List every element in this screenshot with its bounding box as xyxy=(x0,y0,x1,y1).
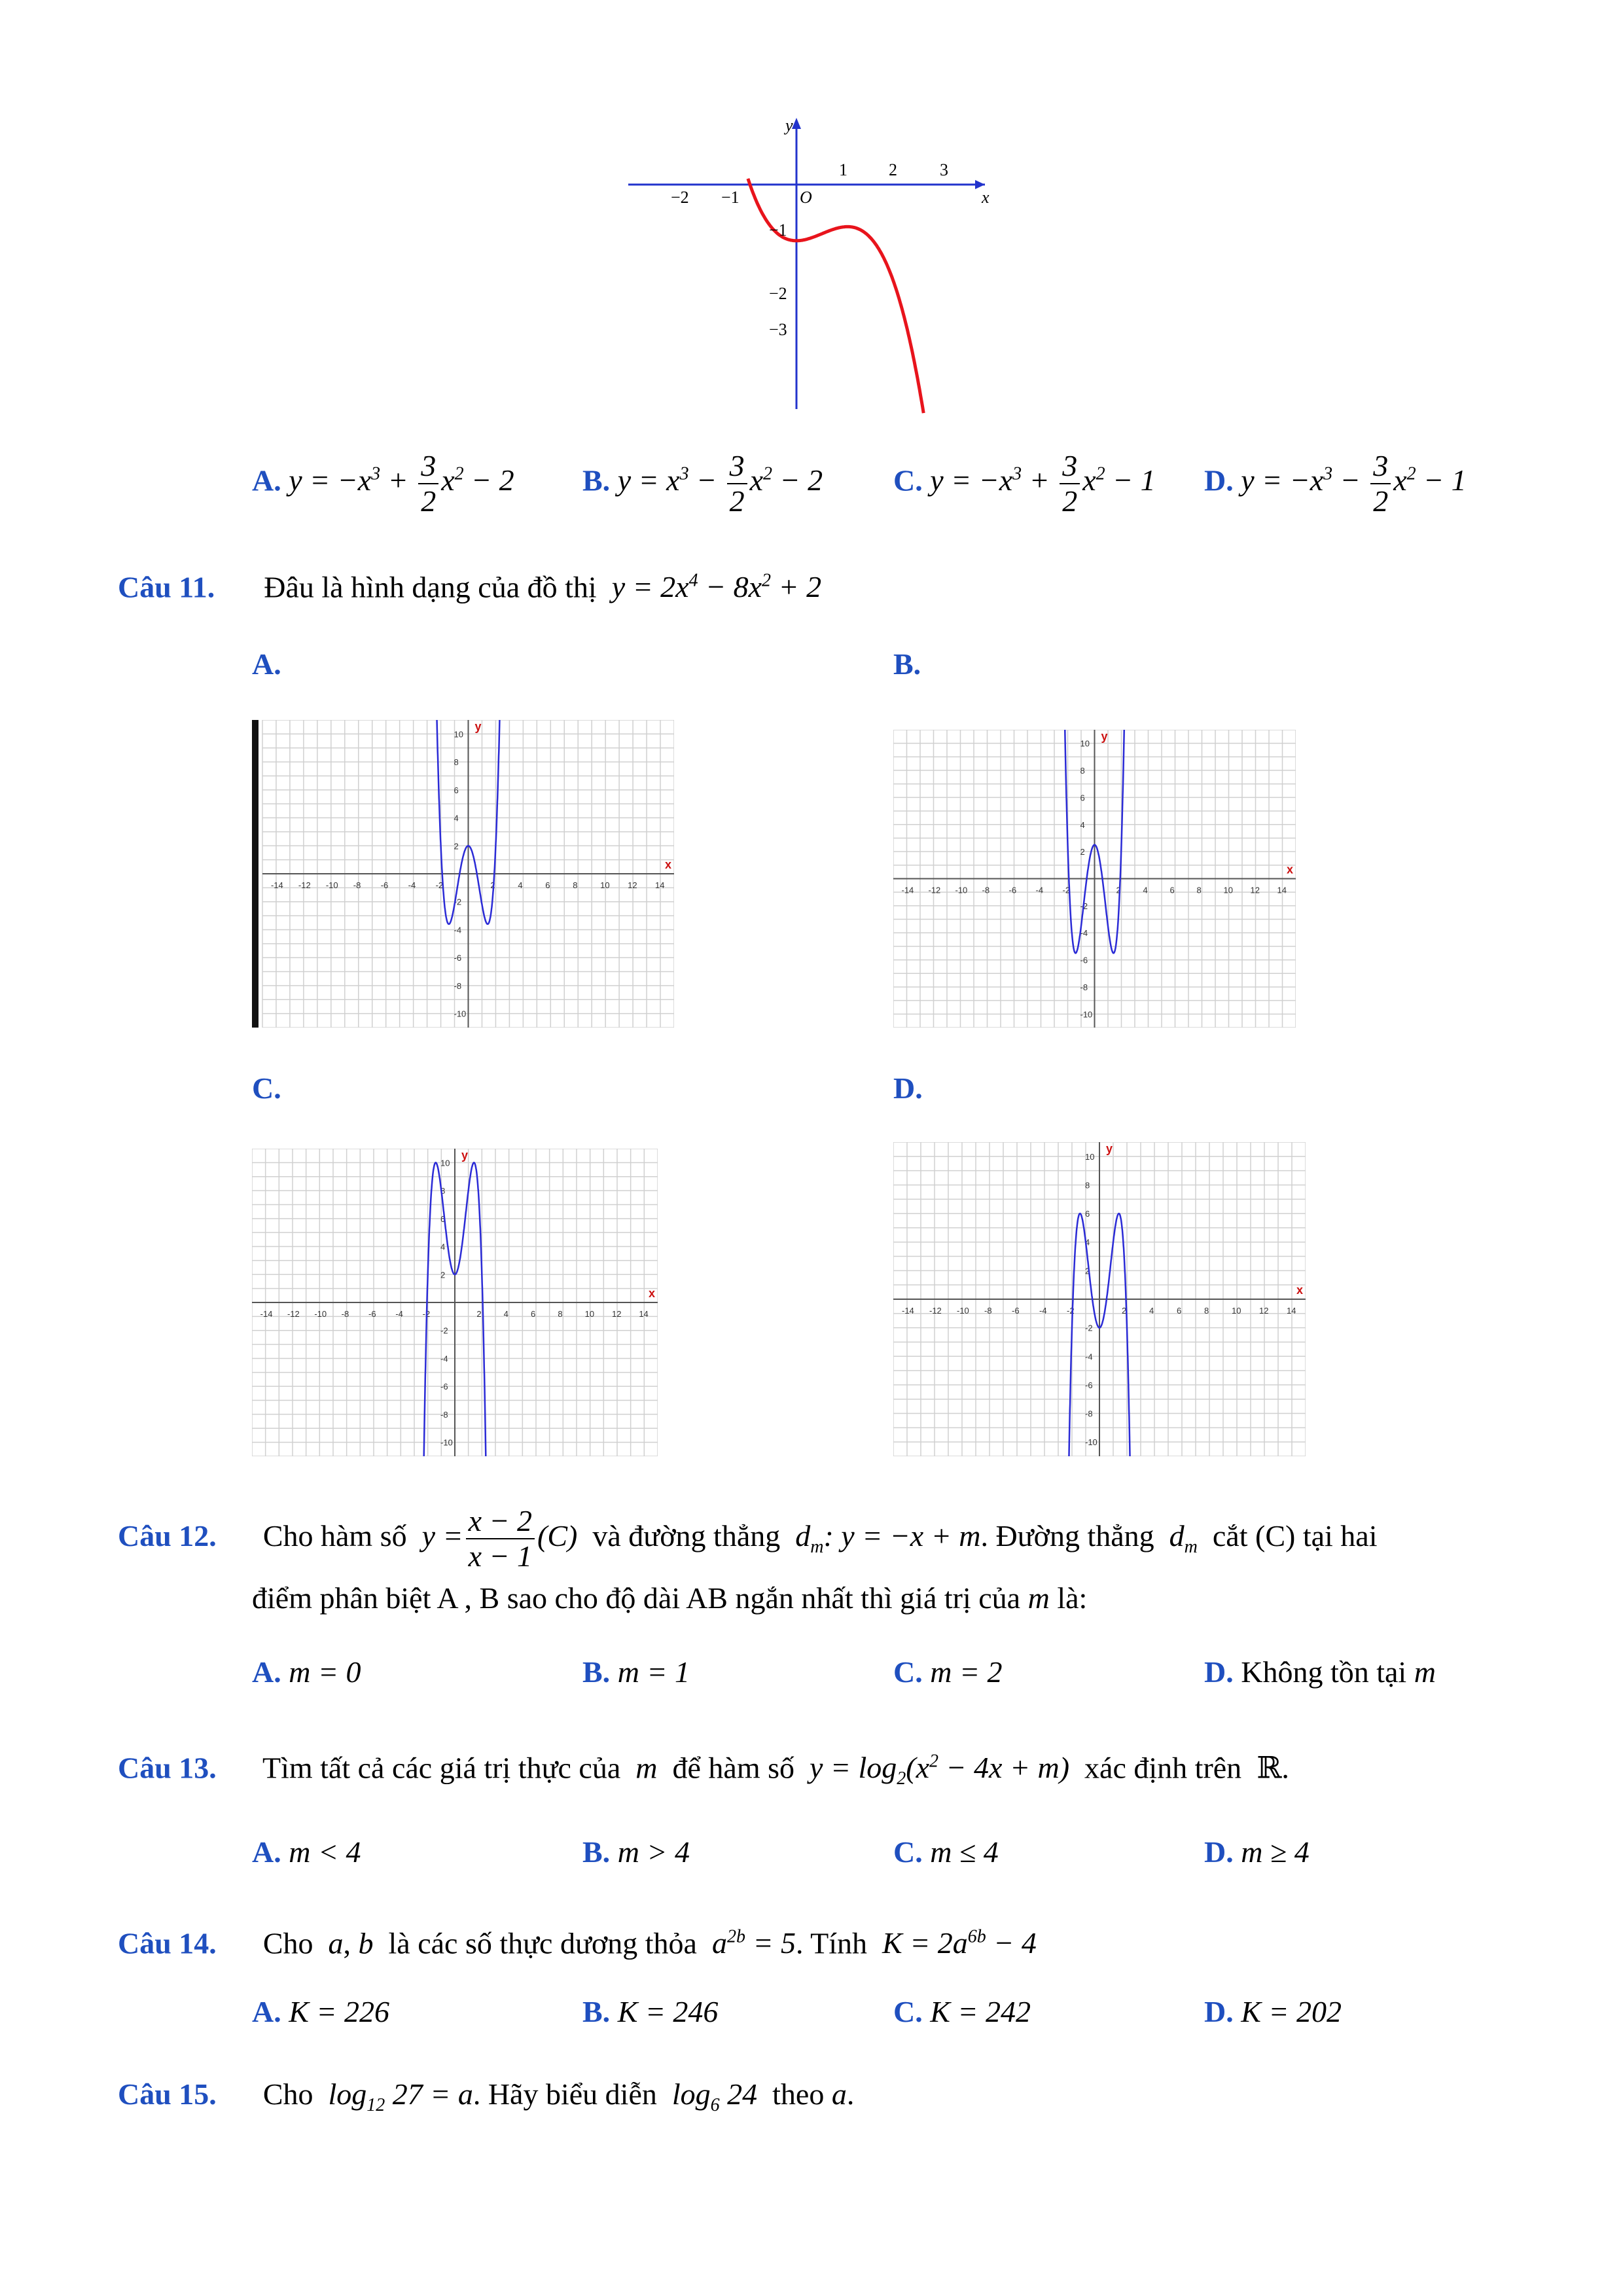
grid-y-tick: -2 xyxy=(440,1325,448,1336)
q11-option-b-label[interactable]: B. xyxy=(893,647,921,681)
grid-x-tick: -2 xyxy=(422,1309,431,1319)
grid-x-tick: 6 xyxy=(1177,1306,1182,1316)
q12-option-b[interactable]: B. m = 1 xyxy=(582,1655,690,1689)
grid-y-label: y xyxy=(474,720,482,733)
grid-x-tick: 8 xyxy=(558,1309,563,1319)
grid-y-tick: -2 xyxy=(1080,901,1088,911)
grid-x-tick: 4 xyxy=(1143,885,1148,895)
grid-x-label: x xyxy=(1287,863,1294,876)
grid-y-tick: -10 xyxy=(1080,1009,1093,1020)
grid-y-tick: 6 xyxy=(1085,1209,1090,1219)
grid-y-tick: -4 xyxy=(1080,928,1088,939)
grid-x-tick: 6 xyxy=(1169,885,1175,895)
q14-option-d[interactable]: D. K = 202 xyxy=(1204,1995,1342,2028)
q12-line2-end: là: xyxy=(1057,1581,1088,1615)
q13-option-b[interactable]: B. m > 4 xyxy=(582,1835,690,1869)
grid-x-tick: -6 xyxy=(380,880,389,890)
q10-origin-label: O xyxy=(800,188,812,207)
grid-y-tick: -10 xyxy=(1085,1437,1097,1448)
q10-option-c[interactable]: C. $y = -x^3$ + $\frac{3}{2}$ $x^2 - 1$ xyxy=(893,448,1156,518)
grid-x-tick: 14 xyxy=(639,1309,649,1319)
q13-text-3: xác định trên xyxy=(1084,1751,1242,1785)
grid-y-tick: 8 xyxy=(1080,766,1085,776)
grid-y-tick: 4 xyxy=(454,813,459,823)
grid-y-tick: 8 xyxy=(440,1186,446,1196)
q11-label: Câu 11. xyxy=(118,570,215,604)
q14-option-c[interactable]: C. K = 242 xyxy=(893,1995,1031,2028)
q12-question xyxy=(118,1500,1378,1583)
grid-x-tick: -6 xyxy=(1012,1306,1020,1316)
q10-option-d[interactable]: D. $y = -x^3$ − $\frac{3}{2}$ $x^2 - 1$ xyxy=(1204,448,1467,518)
q13-R: ℝ xyxy=(1257,1751,1282,1785)
q12-line-2 xyxy=(252,1579,1087,1618)
q10-xtick: 1 xyxy=(839,160,847,179)
grid-y-tick: 10 xyxy=(1080,738,1090,749)
grid-y-tick: 10 xyxy=(454,729,463,740)
q12-fraction xyxy=(466,1504,535,1573)
grid-x-tick: 4 xyxy=(1149,1306,1154,1316)
q11-question xyxy=(118,562,821,607)
q11-option-c-label[interactable]: C. xyxy=(252,1071,281,1105)
grid-y-tick: -6 xyxy=(454,953,462,963)
grid-x-tick: 8 xyxy=(573,880,578,890)
q12-dm-2: d xyxy=(1169,1519,1185,1552)
q10-xtick: −1 xyxy=(721,188,740,207)
q11-graph-b[interactable] xyxy=(893,730,1296,1028)
grid-x-tick: -8 xyxy=(341,1309,349,1319)
grid-x-label: x xyxy=(1296,1283,1304,1297)
grid-y-tick: -10 xyxy=(454,1009,467,1019)
q12-text-1: Cho hàm số xyxy=(262,1519,407,1552)
grid-x-tick: -12 xyxy=(298,880,311,890)
grid-x-tick: -2 xyxy=(1062,885,1071,895)
q13-option-a[interactable]: A. m < 4 xyxy=(252,1835,361,1869)
grid-y-tick: 4 xyxy=(1080,819,1085,830)
grid-y-tick: 8 xyxy=(454,757,459,768)
grid-x-tick: -12 xyxy=(929,1306,942,1316)
q10-ytick: −3 xyxy=(769,320,787,339)
q12-text-3: . Đường thẳng xyxy=(980,1519,1154,1552)
grid-x-tick: 12 xyxy=(628,880,637,890)
q12-text-2: và đường thẳng xyxy=(592,1519,781,1552)
grid-y-tick: -8 xyxy=(440,1409,448,1420)
q10-y-arrow xyxy=(792,118,801,129)
grid-x-tick: 12 xyxy=(1259,1306,1269,1316)
grid-x-tick: -12 xyxy=(928,885,941,895)
q10-option-b[interactable]: B. $y = x^3$ − $\frac{3}{2}$ $x^2 - 2$ xyxy=(582,448,823,518)
q12-dm-sub: m xyxy=(810,1537,824,1558)
grid-x-tick: 6 xyxy=(545,880,550,890)
grid-y-tick: 2 xyxy=(454,841,459,852)
q12-curve-name: (C) xyxy=(537,1519,578,1552)
grid-y-tick: 4 xyxy=(1085,1237,1090,1247)
q12-denominator: x − 1 xyxy=(468,1539,533,1573)
grid-x-label: x xyxy=(665,858,672,871)
grid-x-tick: -14 xyxy=(260,1309,273,1319)
grid-x-tick: -6 xyxy=(1008,885,1017,895)
q12-option-c[interactable]: C. m = 2 xyxy=(893,1655,1003,1689)
grid-y-tick: 6 xyxy=(454,785,459,795)
grid-y-tick: -10 xyxy=(440,1437,453,1448)
grid-x-tick: 10 xyxy=(584,1309,595,1319)
q12-label: Câu 12. xyxy=(118,1519,217,1552)
grid-x-tick: 10 xyxy=(1223,885,1233,895)
grid-x-tick: -8 xyxy=(982,885,990,895)
grid-x-tick: -14 xyxy=(901,885,914,895)
grid-y-tick: -6 xyxy=(440,1382,448,1392)
q11-option-a-label[interactable]: A. xyxy=(252,647,281,681)
grid-x-tick: -4 xyxy=(395,1309,403,1319)
q11-graph-d[interactable] xyxy=(893,1142,1306,1456)
grid-x-tick: 2 xyxy=(490,880,495,890)
q15-log1: $\log_{12} 27 = a$ xyxy=(328,2077,473,2116)
q12-line2-text: điểm phân biệt A , B sao cho độ dài AB ngắn nhất thì giá trị của xyxy=(252,1581,1021,1615)
q14-eq2: $K = 2a^{6b} - 4$ xyxy=(882,1926,1037,1960)
grid-x-tick: -4 xyxy=(1035,885,1044,895)
grid-x-tick: -8 xyxy=(984,1306,992,1316)
grid-y-tick: 2 xyxy=(1080,847,1085,857)
q12-dm: d xyxy=(795,1519,811,1552)
grid-x-tick: 14 xyxy=(655,880,665,890)
q11-option-d-label[interactable]: D. xyxy=(893,1071,923,1105)
grid-x-tick: -2 xyxy=(1067,1306,1075,1316)
q14-label: Câu 14. xyxy=(118,1926,217,1960)
grid-x-tick: 4 xyxy=(518,880,523,890)
grid-y-tick: -6 xyxy=(1080,955,1088,965)
q13-m: m xyxy=(635,1751,658,1785)
q12-y: y = xyxy=(421,1519,463,1552)
q14-option-b[interactable]: B. K = 246 xyxy=(582,1995,719,2028)
grid-y-label: y xyxy=(1106,1142,1113,1155)
grid-y-tick: -8 xyxy=(454,980,462,991)
grid-y-tick: -8 xyxy=(1080,982,1088,992)
grid-x-tick: 8 xyxy=(1204,1306,1209,1316)
q10-option-a[interactable]: A. $y = -x^3$ + $\frac{3}{2}$ $x^2 - 2$ xyxy=(252,448,514,518)
grid-x-tick: 14 xyxy=(1287,1306,1296,1316)
grid-y-tick: -8 xyxy=(1085,1408,1093,1419)
grid-x-tick: -8 xyxy=(353,880,361,890)
grid-y-tick: 10 xyxy=(440,1158,450,1168)
q12-text-4: cắt (C) tại hai xyxy=(1212,1519,1378,1552)
q12-option-a[interactable]: A. m = 0 xyxy=(252,1655,361,1689)
q12-line2-m: m xyxy=(1027,1581,1050,1615)
q13-formula: $y = \log_2(x^2 - 4x + m)$ xyxy=(810,1751,1070,1789)
q12-dm-2-sub: m xyxy=(1184,1537,1198,1558)
q10-ytick: −2 xyxy=(769,284,787,303)
grid-y-tick: -4 xyxy=(454,925,462,935)
q11-graph-c[interactable] xyxy=(252,1149,658,1456)
graph-border-bar xyxy=(252,720,259,1028)
q15-label: Câu 15. xyxy=(118,2077,217,2111)
grid-x-tick: 12 xyxy=(612,1309,622,1319)
q14-option-a[interactable]: A. K = 226 xyxy=(252,1995,389,2028)
q11-formula: $y = 2x^4 - 8x^2 + 2$ xyxy=(611,570,822,604)
q13-question: Câu 13. Tìm tất cả các giá trị thực của m để hàm số $y = \log_2(x^2 - 4x + m)$ xác định trên ℝ. xyxy=(118,1751,1289,1789)
q13-text-1: Tìm tất cả các giá trị thực của xyxy=(262,1751,621,1785)
grid-y-tick: 8 xyxy=(1085,1180,1090,1191)
grid-x-tick: -4 xyxy=(1039,1306,1047,1316)
grid-x-tick: -6 xyxy=(368,1309,376,1319)
q12-option-d[interactable]: D. Không tồn tại m xyxy=(1204,1655,1436,1689)
grid-x-tick: 14 xyxy=(1277,885,1287,895)
grid-y-tick: 2 xyxy=(440,1270,446,1280)
q10-y-label: y xyxy=(785,116,793,135)
q14-eq1: $a^{2b} = 5$ xyxy=(711,1926,796,1960)
q10-xtick: 3 xyxy=(940,160,948,179)
q11-graph-a[interactable] xyxy=(252,720,674,1028)
grid-x-tick: -10 xyxy=(957,1306,969,1316)
grid-x-tick: -14 xyxy=(270,880,283,890)
q13-label: Câu 13. xyxy=(118,1751,217,1785)
grid-x-tick: 2 xyxy=(1122,1306,1127,1316)
q10-xtick: 2 xyxy=(889,160,897,179)
grid-y-tick: -2 xyxy=(454,897,462,907)
grid-x-tick: 10 xyxy=(1232,1306,1241,1316)
grid-x-tick: 10 xyxy=(600,880,610,890)
grid-x-tick: 12 xyxy=(1250,885,1260,895)
grid-x-tick: -2 xyxy=(435,880,444,890)
grid-y-tick: 6 xyxy=(1080,793,1085,803)
q10-cubic-graph xyxy=(628,108,995,416)
grid-x-tick: 4 xyxy=(503,1309,508,1319)
grid-y-label: y xyxy=(1101,730,1108,743)
grid-y-tick: -6 xyxy=(1085,1380,1093,1390)
q10-x-label: x xyxy=(982,188,990,207)
q10-xtick: −2 xyxy=(671,188,689,207)
grid-x-tick: -12 xyxy=(287,1309,300,1319)
q13-text-2: để hàm số xyxy=(672,1751,794,1785)
grid-x-tick: -10 xyxy=(314,1309,327,1319)
grid-x-tick: 2 xyxy=(1116,885,1121,895)
grid-y-tick: -4 xyxy=(440,1354,448,1364)
grid-y-tick: 2 xyxy=(1085,1266,1090,1276)
q10-ytick: −1 xyxy=(769,221,787,240)
grid-x-tick: -4 xyxy=(408,880,416,890)
grid-x-tick: -14 xyxy=(902,1306,914,1316)
grid-y-tick: -2 xyxy=(1085,1323,1093,1333)
grid-y-tick: -4 xyxy=(1085,1352,1093,1362)
grid-y-tick: 4 xyxy=(440,1242,446,1252)
grid-x-tick: 6 xyxy=(531,1309,536,1319)
q15-log2: $\log_6 24$ xyxy=(671,2077,758,2116)
q13-option-d[interactable]: D. m ≥ 4 xyxy=(1204,1835,1310,1869)
grid-x-label: x xyxy=(649,1287,656,1300)
q12-line-eq: : y = −x + m xyxy=(823,1519,981,1552)
q15-question: Câu 15. Cho $\log_{12} 27 = a$. Hãy biểu diễn $\log_6 24$ theo a. xyxy=(118,2077,855,2116)
grid-y-label: y xyxy=(461,1149,469,1162)
q11-text: Đâu là hình dạng của đồ thị xyxy=(264,570,597,604)
grid-x-tick: 8 xyxy=(1196,885,1202,895)
grid-x-tick: 2 xyxy=(476,1309,482,1319)
grid-y-tick: 6 xyxy=(440,1213,446,1224)
q14-question: Câu 14. Cho a, b là các số thực dương thỏa $a^{2b} = 5$. Tính $K = 2a^{6b} - 4$ xyxy=(118,1926,1037,1960)
q13-option-c[interactable]: C. m ≤ 4 xyxy=(893,1835,999,1869)
grid-x-tick: -10 xyxy=(325,880,338,890)
grid-y-tick: 10 xyxy=(1085,1151,1095,1162)
grid-x-tick: -10 xyxy=(955,885,968,895)
q12-numerator: x − 2 xyxy=(466,1504,535,1539)
